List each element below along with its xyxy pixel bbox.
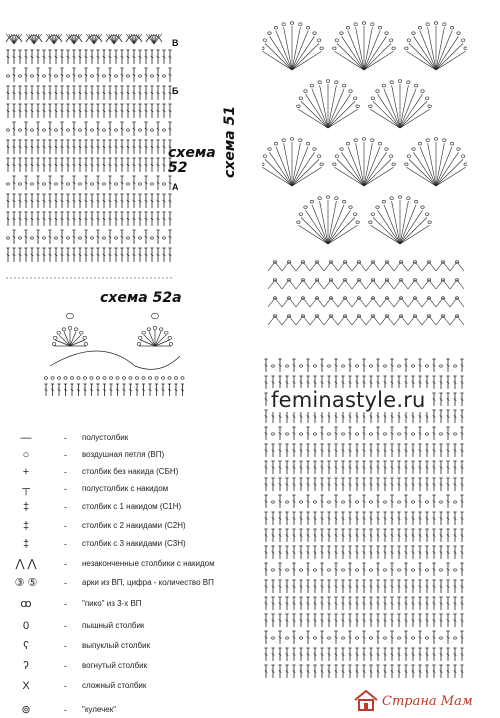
legend-label: столбик с 3 накидами (С3Н) [82, 539, 186, 548]
scallop [106, 34, 122, 44]
scallop [146, 34, 162, 44]
legend-label: столбик без накида (СБН) [82, 467, 179, 476]
double-treble-icon: ‡ [22, 538, 30, 550]
schema-51-title: схема 51 [222, 105, 238, 178]
legend-row [6, 536, 266, 552]
legend-label: незаконченные столбики с накидом [82, 559, 215, 568]
legend-label: вогнутый столбик [82, 661, 148, 670]
fan-motif [262, 22, 323, 70]
legend-row [6, 447, 266, 463]
scallop [66, 34, 82, 44]
legend-label: выпуклый столбик [82, 641, 151, 650]
schema-52-title: схема 52 [168, 145, 216, 176]
legend-label: воздушная петля (ВП) [82, 450, 165, 459]
treble-crochet-icon: ‡ [22, 520, 30, 532]
schema-52-diagram [4, 28, 174, 283]
legend-row [6, 499, 266, 515]
chain-arch-icon: ③ ⑤ [14, 577, 38, 589]
schema-52a-title: схема 52а [100, 290, 182, 306]
legend-dash: - [64, 521, 67, 531]
schema-52a-diagram [40, 306, 190, 402]
legend-dash: - [64, 484, 67, 494]
legend-dash: - [64, 450, 67, 460]
fan-motif [333, 22, 396, 70]
legend-row [6, 556, 266, 572]
legend-row [6, 618, 266, 634]
legend-row [6, 464, 266, 480]
legend-row [6, 702, 266, 718]
legend-label: пышный столбик [82, 621, 145, 630]
legend-dash: - [64, 467, 67, 477]
legend-row [6, 430, 266, 446]
chain-loop-icon: ○ [22, 449, 30, 461]
schema-52-row-label-a: А [172, 182, 179, 192]
legend-label: сложный столбик [82, 681, 147, 690]
legend-label: арки из ВП, цифра - количество ВП [82, 578, 214, 587]
fan-motif [262, 138, 323, 186]
edging-fan [52, 313, 88, 346]
unfinished-stitches-icon: ⋀ ⋀ [15, 558, 37, 570]
legend-row [6, 596, 266, 612]
brand-logo-icon [352, 688, 380, 712]
legend-row [6, 481, 266, 497]
picot-icon: ꝏ [20, 598, 32, 610]
crossed-stitch-icon: X [22, 680, 30, 692]
edging-fan [137, 313, 173, 346]
legend-row [6, 575, 266, 591]
legend-dash: - [64, 578, 67, 588]
front-post-icon: ʕ [23, 640, 29, 652]
legend-dash: - [64, 705, 67, 715]
fan-motif [405, 138, 467, 186]
half-stitch-icon: — [20, 432, 32, 444]
legend-label: столбик с 2 накидами (С2Н) [82, 521, 186, 530]
scallop [86, 34, 102, 44]
single-crochet-icon: + [22, 466, 30, 478]
scallop [126, 34, 142, 44]
legend-dash: - [64, 433, 67, 443]
legend-dash: - [64, 599, 67, 609]
legend-dash: - [64, 559, 67, 569]
half-double-icon: ┬ [22, 483, 30, 495]
double-crochet-icon: ‡ [22, 501, 30, 513]
legend-dash: - [64, 621, 67, 631]
fan-motif [297, 80, 360, 128]
schema-51-diagram [262, 16, 467, 696]
legend-row [6, 658, 266, 674]
legend-dash: - [64, 502, 67, 512]
back-post-icon: ʔ [23, 660, 29, 672]
legend-dash: - [64, 641, 67, 651]
fan-motif [369, 196, 432, 244]
legend-label: полустолбик [82, 433, 129, 442]
fan-motif [297, 196, 360, 244]
brand-name: Страна Мам [382, 694, 473, 709]
fan-motif [369, 80, 432, 128]
fan-motif [405, 22, 467, 70]
schema-52-row-label-v: В [172, 38, 179, 48]
legend-dash: - [64, 661, 67, 671]
watermark-text: feminastyle.ru [268, 388, 429, 412]
legend-label: столбик с 1 накидом (С1Н) [82, 502, 182, 511]
legend-label: "пико" из 3-х ВП [82, 599, 142, 608]
scallop [46, 34, 62, 44]
legend-row [6, 638, 266, 654]
legend-row [6, 518, 266, 534]
puff-stitch-icon: 0 [22, 620, 30, 632]
legend-dash: - [64, 681, 67, 691]
scallop [26, 34, 42, 44]
legend-label: полустолбик с накидом [82, 484, 169, 493]
schema-52-row-label-b: Б [172, 86, 179, 96]
legend-label: "кулечек" [82, 705, 117, 714]
scallop [6, 34, 22, 44]
legend-dash: - [64, 539, 67, 549]
bullion-stitch-icon: ⊚ [21, 704, 31, 716]
fan-motif [333, 138, 396, 186]
legend-row [6, 678, 266, 694]
